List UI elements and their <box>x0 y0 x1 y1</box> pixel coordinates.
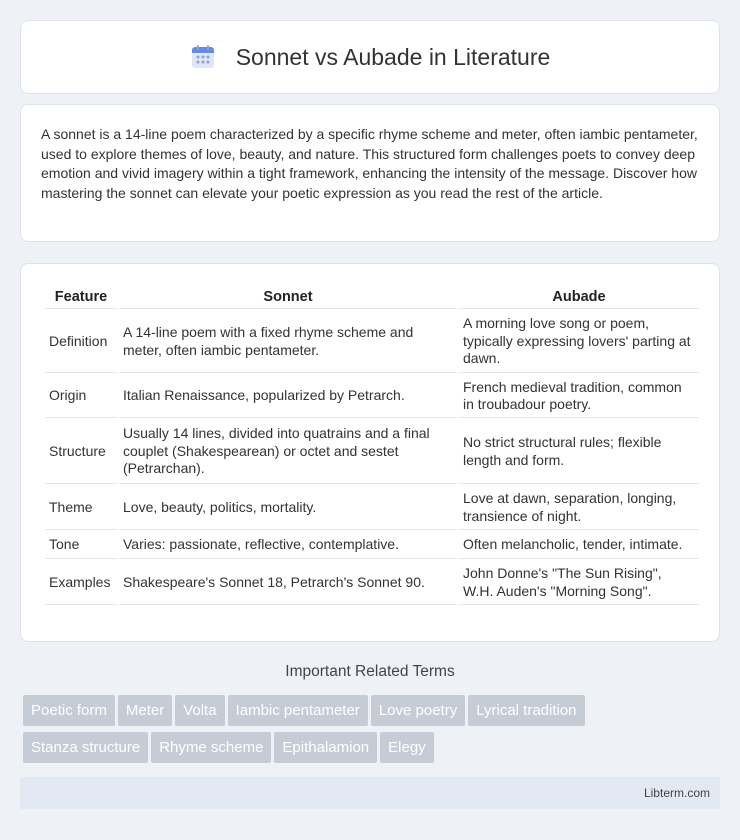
table-row <box>45 311 699 373</box>
aubade-cell: A morning love song or poem, typically expressing lovers' parting at dawn. <box>459 311 699 373</box>
table-row <box>45 532 699 559</box>
aubade-cell: Often melancholic, tender, intimate. <box>459 532 699 559</box>
tag-lyrical-tradition[interactable]: Lyrical tradition <box>468 695 584 726</box>
sonnet-cell: Usually 14 lines, divided into quatrains and a final couplet (Shakespearean) or octet and sestet (Petrarchan). <box>119 420 457 484</box>
table-row <box>45 375 699 418</box>
aubade-cell: French medieval tradition, common in troubadour poetry. <box>459 375 699 418</box>
header-feature: Feature <box>45 286 117 309</box>
tag-love-poetry[interactable]: Love poetry <box>371 695 465 726</box>
tag-meter[interactable]: Meter <box>118 695 172 726</box>
tag-elegy[interactable]: Elegy <box>380 732 434 763</box>
page-title: Sonnet vs Aubade in Literature <box>235 43 551 70</box>
table-row <box>45 420 699 484</box>
tag-iambic-pentameter[interactable]: Iambic pentameter <box>228 695 368 726</box>
tag-rhyme-scheme[interactable]: Rhyme scheme <box>151 732 271 763</box>
feature-cell: Definition <box>45 311 117 373</box>
sonnet-cell: Love, beauty, politics, mortality. <box>119 486 457 530</box>
intro-card <box>20 104 720 242</box>
sonnet-cell: A 14-line poem with a fixed rhyme scheme and meter, often iambic pentameter. <box>119 311 457 373</box>
footer-site-link[interactable]: Libterm.com <box>643 786 710 800</box>
header-card <box>20 20 720 94</box>
feature-cell: Theme <box>45 486 117 530</box>
tag-poetic-form[interactable]: Poetic form <box>23 695 115 726</box>
aubade-cell: No strict structural rules; flexible length and form. <box>459 420 699 484</box>
table-header-row <box>45 286 699 309</box>
feature-cell: Origin <box>45 375 117 418</box>
sonnet-cell: Varies: passionate, reflective, contemplative. <box>119 532 457 559</box>
tag-stanza-structure[interactable]: Stanza structure <box>23 732 148 763</box>
tag-volta[interactable]: Volta <box>175 695 224 726</box>
tag-epithalamion[interactable]: Epithalamion <box>274 732 377 763</box>
related-terms-list <box>23 695 723 769</box>
comparison-card <box>20 263 720 642</box>
footer <box>20 777 720 809</box>
header-aubade: Aubade <box>459 286 699 309</box>
aubade-cell: John Donne's "The Sun Rising", W.H. Auden's "Morning Song". <box>459 561 699 605</box>
sonnet-cell: Italian Renaissance, popularized by Petrarch. <box>119 375 457 418</box>
table-row <box>45 486 699 530</box>
feature-cell: Structure <box>45 420 117 484</box>
intro-text: A sonnet is a 14-line poem characterized by a specific rhyme scheme and meter, often iambic pentameter, used to explore themes of love, beauty, and nature. This structured form challenges poets to convey deep emotion and vivid imagery within a tight framework, enhancing the intensity of the message. Discover how mastering the sonnet can elevate your poetic expression as you read the rest of the article. <box>41 126 698 201</box>
related-terms-title: Important Related Terms <box>285 663 455 680</box>
table-row <box>45 561 699 605</box>
sonnet-cell: Shakespeare's Sonnet 18, Petrarch's Sonnet 90. <box>119 561 457 605</box>
header-sonnet: Sonnet <box>119 286 457 309</box>
calendar-icon <box>190 44 216 70</box>
comparison-table <box>43 284 701 607</box>
feature-cell: Examples <box>45 561 117 605</box>
aubade-cell: Love at dawn, separation, longing, transience of night. <box>459 486 699 530</box>
feature-cell: Tone <box>45 532 117 559</box>
